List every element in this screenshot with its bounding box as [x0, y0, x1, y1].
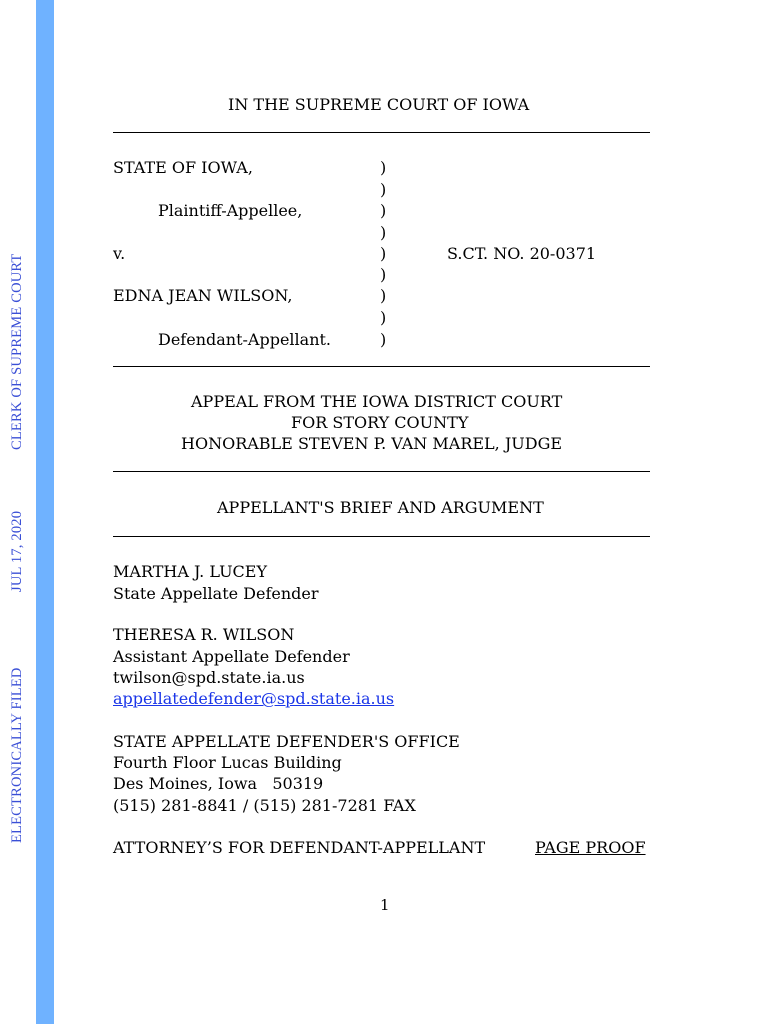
court-heading: IN THE SUPREME COURT OF IOWA — [228, 95, 530, 114]
attorneys-for: ATTORNEY’S FOR DEFENDANT-APPELLANT — [113, 838, 486, 857]
attorney1-name: MARTHA J. LUCEY — [113, 562, 268, 581]
divider — [113, 366, 650, 367]
stamp-filed: ELECTRONICALLY FILED — [9, 667, 25, 843]
versus: v. — [113, 244, 126, 263]
caption-paren: ) — [380, 201, 387, 220]
attorney2-email: twilson@spd.state.ia.us — [113, 668, 305, 687]
stamp-clerk: CLERK OF SUPREME COURT — [9, 253, 25, 450]
appellate-defender-email-link[interactable]: appellatedefender@spd.state.ia.us — [113, 689, 395, 708]
office-address-1: Fourth Floor Lucas Building — [113, 753, 342, 772]
party-defendant: EDNA JEAN WILSON, — [113, 286, 293, 305]
caption-paren: ) — [380, 223, 387, 242]
caption-paren: ) — [380, 158, 387, 177]
divider — [113, 471, 650, 472]
divider — [113, 132, 650, 133]
case-number: S.CT. NO. 20-0371 — [447, 244, 597, 263]
party-state-role: Plaintiff-Appellee, — [158, 201, 303, 220]
party-state: STATE OF IOWA, — [113, 158, 253, 177]
caption-paren: ) — [380, 180, 387, 199]
attorney1-title: State Appellate Defender — [113, 584, 319, 603]
appeal-line-3: HONORABLE STEVEN P. VAN MAREL, JUDGE — [181, 434, 563, 453]
office-phone: (515) 281-8841 / (515) 281-7281 FAX — [113, 796, 416, 815]
page-number: 1 — [380, 896, 390, 914]
attorney2-title: Assistant Appellate Defender — [113, 647, 350, 666]
appeal-line-2: FOR STORY COUNTY — [291, 413, 469, 432]
office-name: STATE APPELLATE DEFENDER'S OFFICE — [113, 732, 460, 751]
attorney2-name: THERESA R. WILSON — [113, 625, 295, 644]
caption-paren: ) — [380, 244, 387, 263]
stamp-date: JUL 17, 2020 — [9, 510, 25, 592]
caption-paren: ) — [380, 308, 387, 327]
caption-paren: ) — [380, 286, 387, 305]
office-address-2: Des Moines, Iowa 50319 — [113, 774, 324, 793]
party-defendant-role: Defendant-Appellant. — [158, 330, 332, 349]
appeal-line-1: APPEAL FROM THE IOWA DISTRICT COURT — [191, 392, 563, 411]
caption-paren: ) — [380, 330, 387, 349]
divider — [113, 536, 650, 537]
caption-paren: ) — [380, 265, 387, 284]
side-stripe — [36, 0, 54, 1024]
page-proof: PAGE PROOF — [535, 838, 646, 857]
brief-title: APPELLANT'S BRIEF AND ARGUMENT — [217, 498, 544, 517]
